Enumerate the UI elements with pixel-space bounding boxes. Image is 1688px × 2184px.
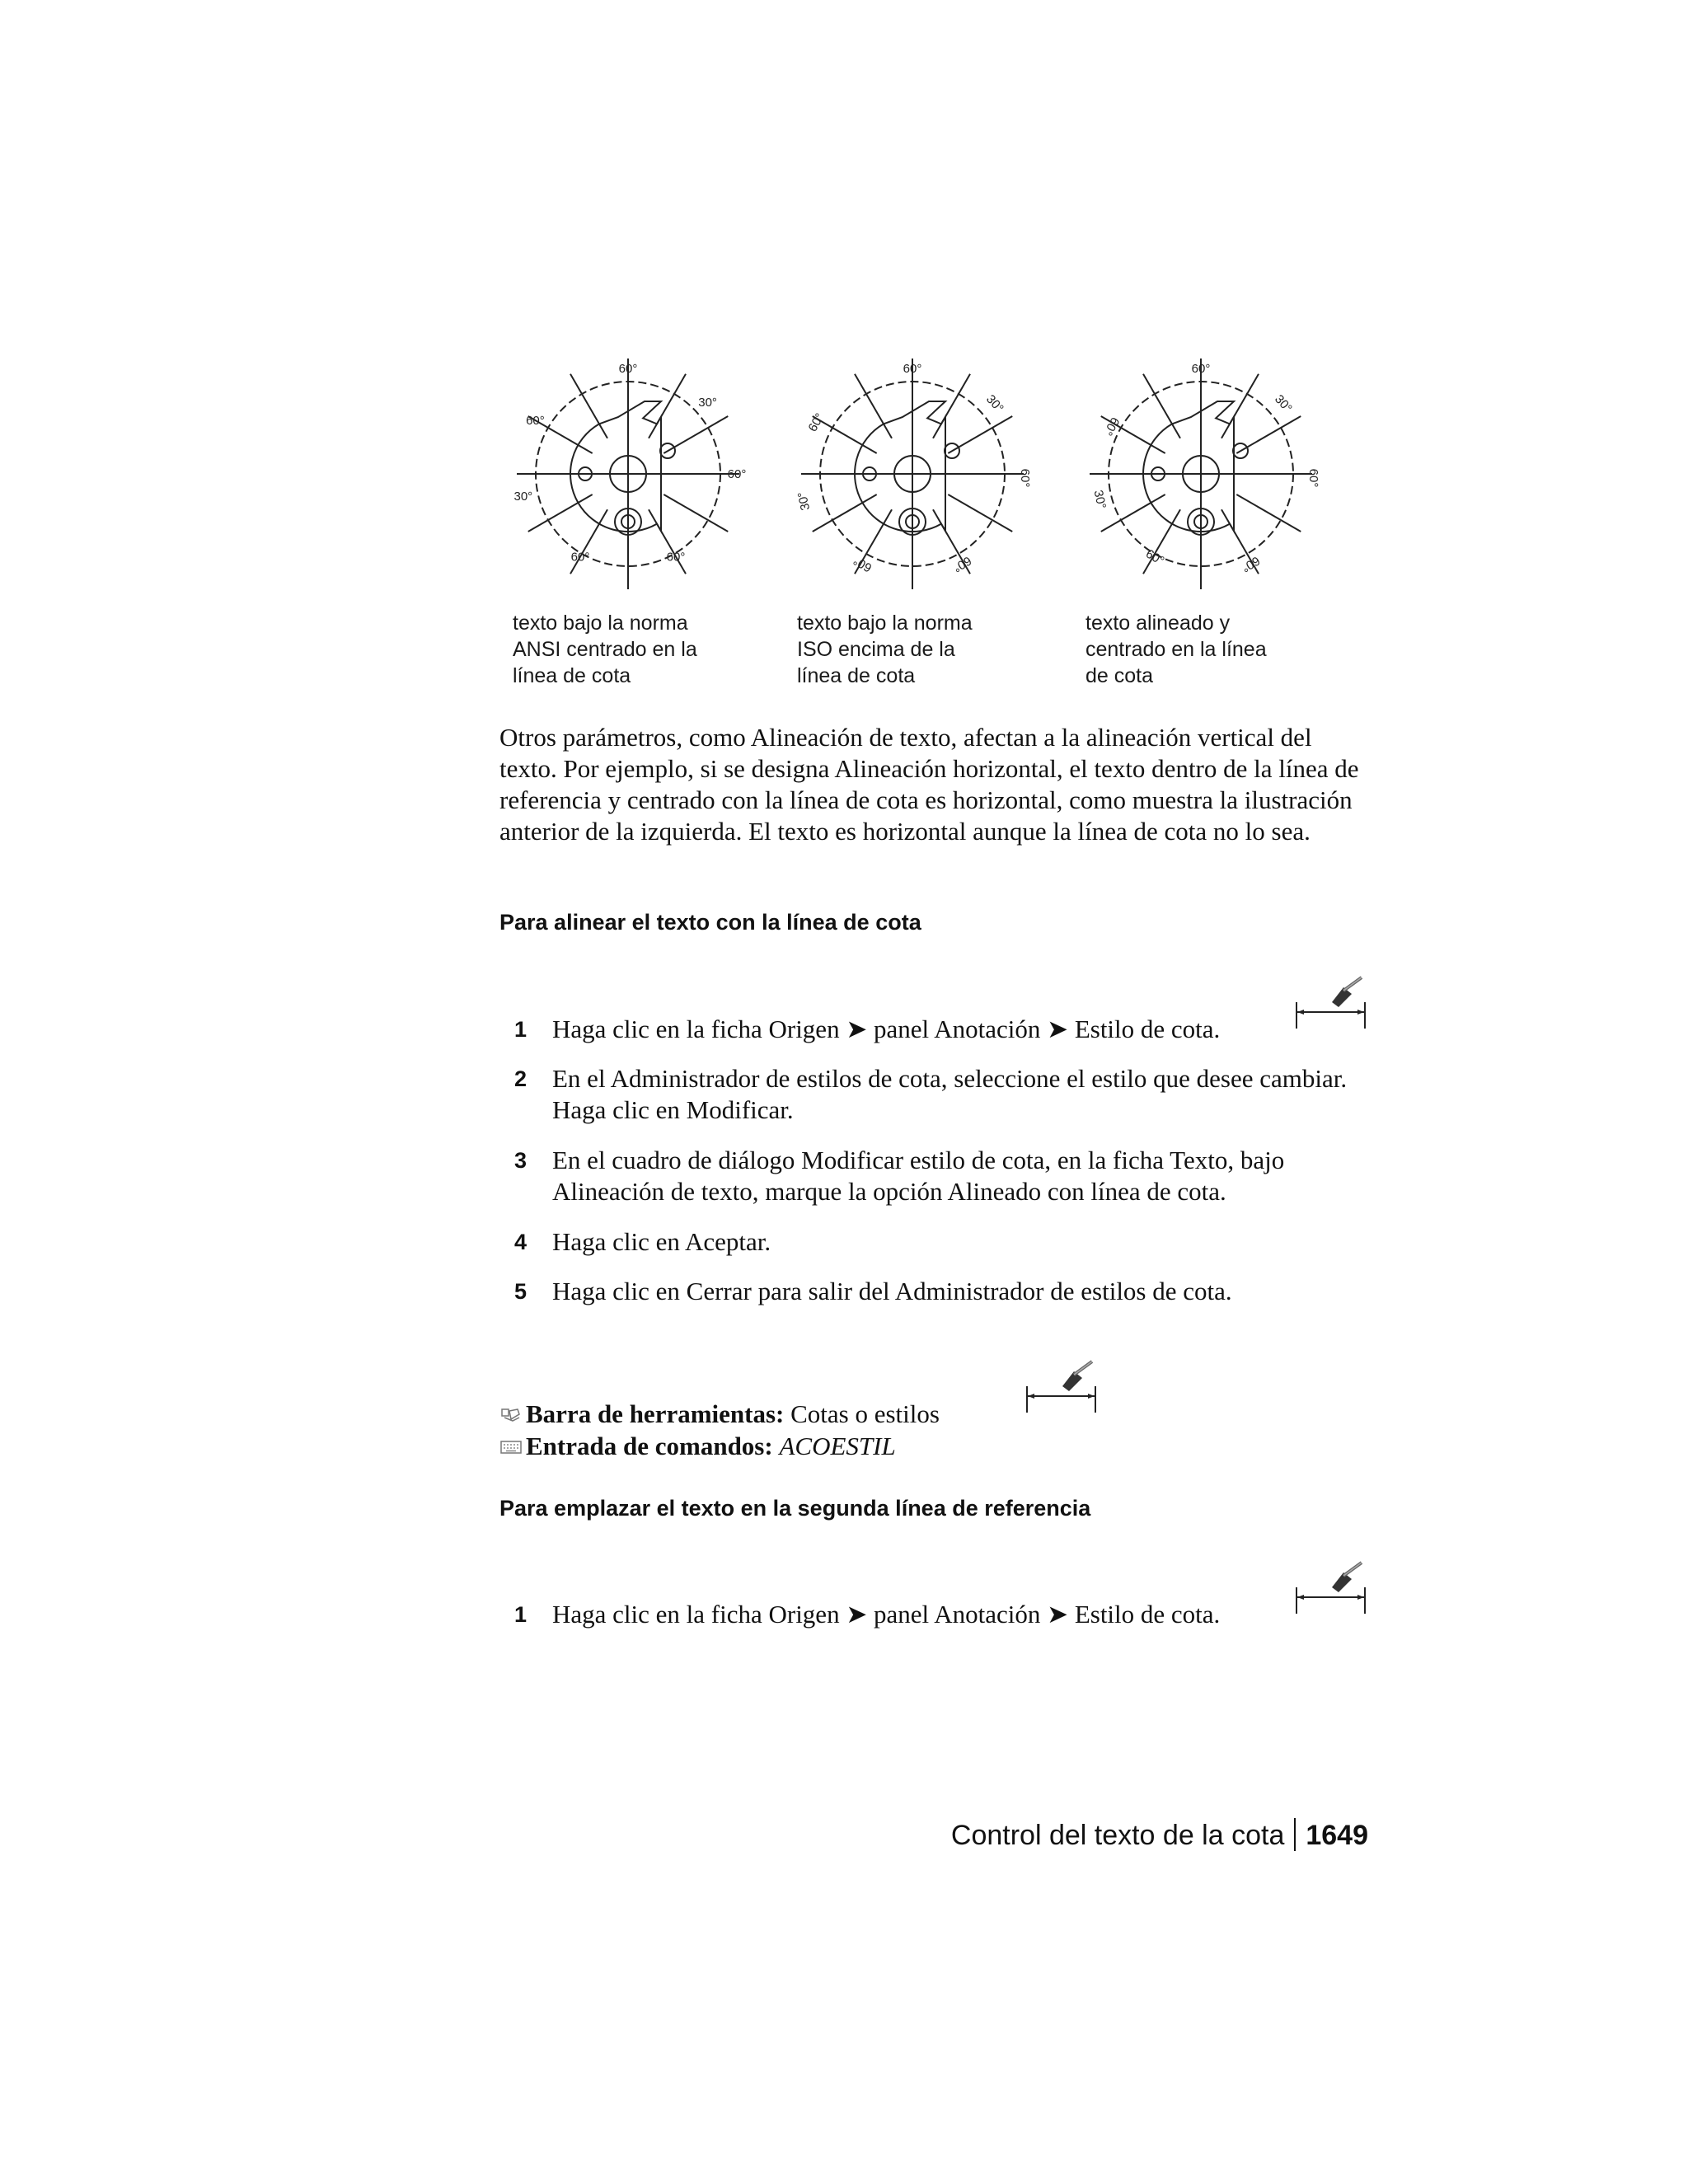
step-text: En el Administrador de estilos de cota, seleccione el estilo que desee cambiar. Haga clic en Modificar. xyxy=(552,1064,1348,1124)
body-paragraph: Otros parámetros, como Alineación de texto, afectan a la alineación vertical del texto. Por ejemplo, si se designa Alineación horizontal, el texto dentro de la línea de referencia y centrado con la línea de cota es horizontal, como muestra la ilustración anterior de la izquierda. El texto es horizontal aunque la línea de cota no lo sea. xyxy=(499,723,1359,846)
step-number: 5 xyxy=(514,1279,528,1304)
dimension-label: 60° xyxy=(1018,468,1032,488)
command-label: Entrada de comandos: xyxy=(526,1432,773,1460)
toolbar-reference xyxy=(499,1399,940,1430)
step-text: Haga clic en Cerrar para salir del Administrador de estilos de cota. xyxy=(552,1277,1232,1305)
extension-line xyxy=(570,374,607,438)
dimension-label: 30° xyxy=(983,391,1006,416)
part-outline xyxy=(1143,401,1234,532)
step-text: Haga clic en la ficha Origen ➤ panel Anotación ➤ Estilo de cota. xyxy=(552,1015,1221,1043)
dimension-label: 60° xyxy=(526,414,545,428)
extension-line xyxy=(663,416,728,453)
dimension-label: 60° xyxy=(851,553,874,575)
extension-line xyxy=(948,416,1012,453)
list-item xyxy=(511,1063,1376,1126)
step-number: 4 xyxy=(514,1230,528,1254)
dimension-style-icon[interactable] xyxy=(1025,1358,1100,1416)
figure-caption: texto alineado y centrado en la línea de cota xyxy=(1085,612,1267,687)
dimension-label: 60° xyxy=(727,467,747,481)
figure-drawing-ansi xyxy=(504,346,768,602)
dimension-label: 60° xyxy=(1191,362,1211,376)
dimension-figures xyxy=(504,346,1337,709)
dimension-label: 30° xyxy=(1090,489,1109,510)
section-heading-align: Para alinear el texto con la línea de cota xyxy=(499,910,921,935)
step-number: 1 xyxy=(514,1602,528,1627)
list-item xyxy=(511,1014,1376,1045)
dimension-label: 60° xyxy=(618,362,638,376)
dimension-label: 60° xyxy=(570,550,590,565)
part-outline xyxy=(855,401,945,532)
extension-line xyxy=(1221,374,1259,438)
step-number: 3 xyxy=(514,1148,528,1173)
step-number: 2 xyxy=(514,1066,528,1091)
command-value: ACOESTIL xyxy=(779,1432,896,1460)
extension-line xyxy=(855,374,892,438)
step-text: Haga clic en Aceptar. xyxy=(552,1227,771,1256)
figure-drawing-iso xyxy=(789,346,1053,602)
dimension-label: 60° xyxy=(1239,553,1263,575)
extension-line xyxy=(1143,374,1180,438)
figure-caption: texto bajo la norma ANSI centrado en la línea de cota xyxy=(513,612,697,687)
keyboard-icon xyxy=(499,1438,523,1456)
dimension-label: 30° xyxy=(1272,391,1295,416)
part-outline xyxy=(570,401,661,532)
section-heading-second-line: Para emplazar el texto en la segunda línea de referencia xyxy=(499,1496,1091,1521)
command-reference xyxy=(499,1431,896,1462)
extension-line xyxy=(1236,494,1301,532)
extension-line xyxy=(933,374,970,438)
dimension-style-icon[interactable] xyxy=(1294,974,1370,1032)
figure-aligned xyxy=(1077,346,1341,709)
extension-line xyxy=(1101,494,1165,532)
list-item xyxy=(511,1226,1376,1258)
list-item xyxy=(511,1276,1376,1307)
dimension-style-icon[interactable] xyxy=(1294,1559,1370,1617)
figure-drawing-aligned xyxy=(1077,346,1341,602)
figure-ansi xyxy=(504,346,768,709)
extension-line xyxy=(528,494,593,532)
figure-iso xyxy=(789,346,1053,709)
extension-line xyxy=(1236,416,1301,453)
dimension-label: 60° xyxy=(666,550,686,565)
extension-line xyxy=(649,374,686,438)
extension-line xyxy=(570,509,607,574)
extension-line xyxy=(649,509,686,574)
step-text: En el cuadro de diálogo Modificar estilo de cota, en la ficha Texto, bajo Alineación de texto, marque la opción Alineado con línea de cota. xyxy=(552,1146,1285,1206)
dimension-label: 30° xyxy=(795,490,814,512)
figure-caption: texto bajo la norma ISO encima de la línea de cota xyxy=(797,612,973,687)
list-item xyxy=(511,1145,1376,1207)
extension-line xyxy=(813,494,877,532)
dimension-label: 60° xyxy=(805,410,828,434)
footer-title: Control del texto de la cota xyxy=(950,1820,1285,1851)
extension-line xyxy=(948,494,1012,532)
dimension-label: 30° xyxy=(513,490,533,504)
toolbar-value: Cotas o estilos xyxy=(790,1399,940,1428)
dimension-label: 60° xyxy=(1100,415,1123,438)
step-number: 1 xyxy=(514,1017,528,1042)
page-number: 1649 xyxy=(1306,1820,1368,1851)
footer-separator xyxy=(1294,1818,1296,1851)
page-footer xyxy=(951,1818,1368,1852)
toolbar-icon xyxy=(499,1406,523,1424)
dimension-label: 30° xyxy=(698,396,717,410)
dimension-label: 60° xyxy=(1306,468,1320,488)
toolbar-label: Barra de herramientas: xyxy=(526,1399,785,1428)
dimension-label: 60° xyxy=(1143,546,1167,569)
dimension-label: 60° xyxy=(903,362,922,376)
dimension-label: 60° xyxy=(950,553,974,575)
extension-line xyxy=(663,494,728,532)
list-item xyxy=(511,1599,1376,1630)
step-text: Haga clic en la ficha Origen ➤ panel Anotación ➤ Estilo de cota. xyxy=(552,1600,1221,1629)
